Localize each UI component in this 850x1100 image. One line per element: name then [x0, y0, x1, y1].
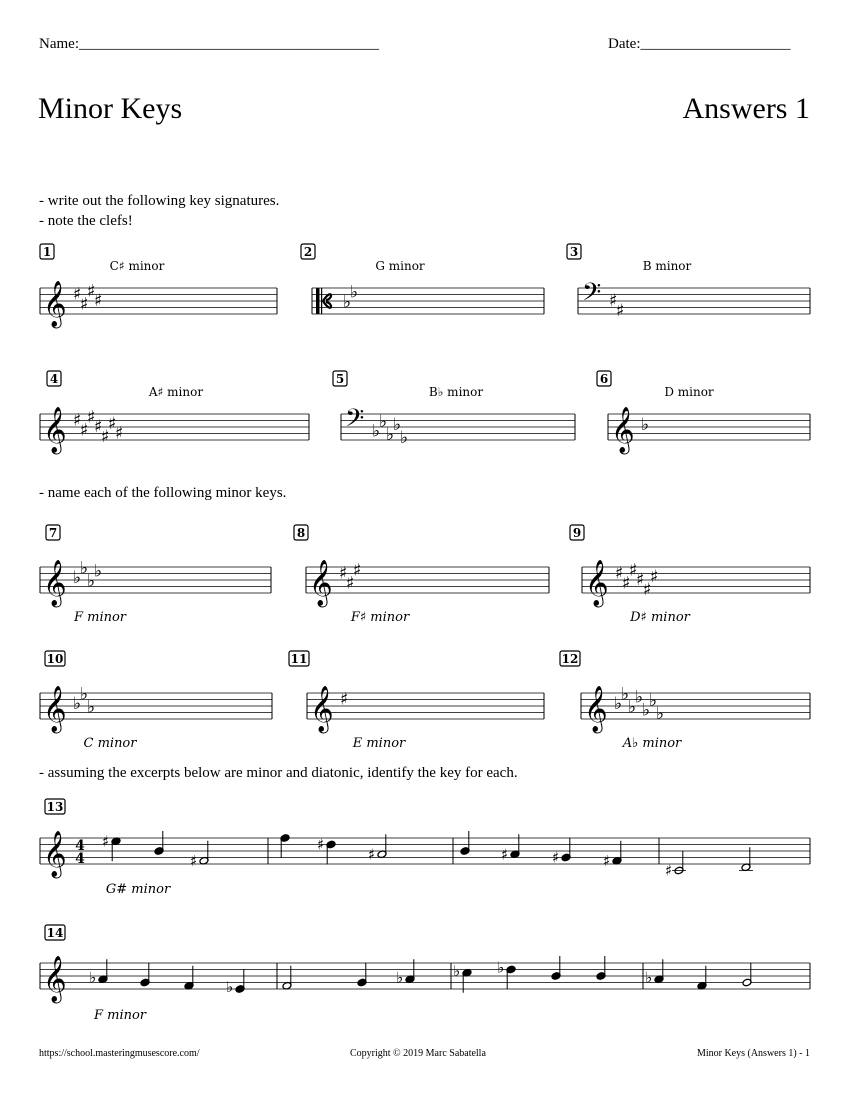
alto-clef-curve — [323, 294, 331, 301]
sharp-icon: ♯ — [115, 423, 124, 444]
flat-icon: ♭ — [343, 292, 352, 313]
flat-icon: ♭ — [656, 703, 665, 724]
flat-icon: ♭ — [379, 411, 388, 432]
key-label: B minor — [642, 259, 692, 273]
instruction-clefs: - note the clefs! — [39, 213, 133, 229]
exercise-number: 3 — [569, 245, 579, 259]
flat-icon: ♭ — [635, 687, 644, 708]
treble-clef-icon: 𝄞 — [584, 686, 608, 732]
page-subtitle: Answers 1 — [682, 92, 810, 125]
note — [596, 956, 606, 980]
sharp-icon: ♯ — [80, 420, 89, 441]
sharp-icon: ♯ — [102, 832, 110, 851]
exercise-number: 12 — [561, 652, 579, 666]
treble-clef-icon: 𝄞 — [43, 407, 67, 453]
sharp-icon: ♯ — [108, 413, 117, 434]
sharp-icon: ♯ — [665, 861, 673, 880]
treble-clef-icon: 𝄞 — [585, 560, 609, 606]
sharp-icon: ♯ — [552, 848, 560, 867]
flat-icon: ♭ — [386, 424, 395, 445]
key-answer: F♯ minor — [350, 610, 410, 625]
name-field-label: Name:________________________________________ — [39, 36, 379, 52]
exercise-number: 10 — [46, 652, 64, 666]
exercise-number: 5 — [335, 372, 345, 386]
sharp-icon: ♯ — [346, 573, 355, 594]
sharp-icon: ♯ — [650, 566, 659, 587]
flat-icon: ♭ — [89, 968, 97, 987]
sharp-icon: ♯ — [353, 560, 362, 581]
treble-clef-icon: 𝄞 — [43, 686, 67, 732]
note — [280, 834, 290, 858]
flat-icon: ♭ — [80, 558, 89, 579]
instruction-name: - name each of the following minor keys. — [39, 485, 287, 501]
flat-icon: ♭ — [73, 694, 82, 714]
treble-clef-icon: 𝄞 — [43, 831, 67, 877]
flat-icon: ♭ — [614, 694, 623, 714]
flat-icon: ♭ — [621, 684, 630, 705]
flat-icon: ♭ — [497, 958, 505, 977]
flat-icon: ♭ — [73, 568, 82, 588]
exercise-number: 4 — [49, 372, 59, 386]
sharp-icon: ♯ — [73, 410, 82, 431]
treble-clef-icon: 𝄞 — [309, 560, 333, 606]
instruction-write: - write out the following key signatures. — [39, 193, 280, 209]
excerpt-answer: G# minor — [105, 882, 171, 897]
exercise-number: 13 — [46, 800, 64, 814]
note — [551, 956, 561, 980]
sharp-icon: ♯ — [501, 845, 509, 864]
key-answer: D♯ minor — [630, 610, 690, 625]
flat-icon: ♭ — [453, 961, 461, 980]
flat-icon: ♭ — [87, 697, 96, 718]
sharp-icon: ♯ — [339, 563, 348, 584]
note — [154, 831, 164, 855]
exercise-number: 7 — [48, 526, 58, 540]
treble-clef-icon: 𝄞 — [611, 407, 635, 453]
bass-clef-icon: 𝄢 — [345, 403, 365, 439]
exercise-number: 2 — [303, 245, 313, 259]
exercise-number: 9 — [572, 526, 582, 540]
key-label: C♯ minor — [109, 259, 165, 273]
note — [460, 831, 470, 855]
note — [453, 962, 472, 993]
footer-page: Minor Keys (Answers 1) - 1 — [696, 1048, 810, 1059]
sharp-icon: ♯ — [87, 281, 96, 302]
flat-icon: ♭ — [628, 697, 637, 718]
sharp-icon: ♯ — [101, 426, 110, 447]
note — [140, 963, 150, 987]
key-label: G minor — [375, 259, 425, 273]
note — [102, 832, 121, 861]
flat-icon: ♭ — [641, 415, 650, 435]
note — [665, 851, 686, 880]
footer-copyright: Copyright © 2019 Marc Sabatella — [350, 1048, 486, 1059]
sharp-icon: ♯ — [616, 300, 625, 321]
sharp-icon: ♯ — [73, 284, 82, 305]
flat-icon: ♭ — [393, 415, 402, 435]
exercise-number: 11 — [290, 652, 308, 666]
note — [357, 963, 367, 987]
alto-clef-bar — [321, 288, 322, 314]
alto-clef-curve — [323, 301, 331, 308]
key-answer: A♭ minor — [622, 736, 682, 751]
sharp-icon: ♯ — [190, 851, 198, 870]
treble-clef-icon: 𝄞 — [43, 281, 67, 327]
score-text — [43, 245, 714, 1023]
sharp-icon: ♯ — [609, 291, 618, 311]
flat-icon: ♭ — [87, 571, 96, 592]
sharp-icon: ♯ — [643, 579, 652, 600]
sharp-icon: ♯ — [615, 563, 624, 584]
sharp-icon: ♯ — [317, 835, 325, 854]
exercise-number: 14 — [46, 926, 64, 940]
flat-icon: ♭ — [80, 684, 89, 705]
exercise-number: 1 — [42, 245, 52, 259]
flat-icon: ♭ — [400, 428, 409, 448]
note — [552, 838, 571, 867]
key-label: A♯ minor — [148, 385, 204, 399]
flat-icon: ♭ — [226, 978, 234, 996]
flat-icon: ♭ — [396, 968, 404, 987]
treble-clef-icon: 𝄞 — [43, 956, 67, 1002]
key-answer: C minor — [83, 736, 137, 751]
excerpt-answer: F minor — [93, 1008, 147, 1023]
key-label: B♭ minor — [428, 385, 484, 399]
note — [190, 841, 209, 870]
exercise-number: 8 — [296, 526, 306, 540]
flat-icon: ♭ — [350, 282, 359, 303]
sharp-icon: ♯ — [603, 851, 611, 870]
sharp-icon: ♯ — [340, 689, 349, 710]
exercise-number: 6 — [599, 372, 609, 386]
sharp-icon: ♯ — [80, 294, 89, 315]
sharp-icon: ♯ — [94, 291, 103, 311]
flat-icon: ♭ — [94, 561, 103, 582]
sharp-icon: ♯ — [636, 570, 645, 590]
flat-icon: ♭ — [645, 968, 653, 987]
sharp-icon: ♯ — [87, 407, 96, 428]
treble-clef-icon: 𝄞 — [43, 560, 67, 606]
date-field-label: Date:____________________ — [608, 36, 791, 52]
key-answer: E minor — [352, 736, 406, 751]
bass-clef-icon: 𝄢 — [582, 277, 602, 313]
time-signature-top: 4 — [75, 838, 85, 854]
flat-icon: ♭ — [649, 690, 658, 711]
note — [368, 834, 387, 863]
key-label: D minor — [664, 385, 714, 399]
treble-clef-icon: 𝄞 — [310, 686, 334, 732]
time-signature-bottom: 4 — [75, 851, 85, 867]
sharp-icon: ♯ — [368, 845, 376, 864]
note — [742, 963, 752, 987]
sharp-icon: ♯ — [94, 417, 103, 437]
sharp-icon: ♯ — [629, 560, 638, 581]
note — [603, 841, 622, 870]
flat-icon: ♭ — [372, 421, 381, 442]
alto-clef-bar — [316, 288, 320, 314]
instruction-identify: - assuming the excerpts below are minor and diatonic, identify the key for each. — [39, 765, 518, 781]
note — [501, 834, 520, 863]
note — [317, 836, 336, 865]
footer-url: https://school.masteringmusescore.com/ — [39, 1048, 200, 1059]
flat-icon: ♭ — [642, 700, 651, 721]
sharp-icon: ♯ — [622, 573, 631, 594]
page-title: Minor Keys — [38, 92, 183, 125]
key-answer: F minor — [73, 610, 127, 625]
